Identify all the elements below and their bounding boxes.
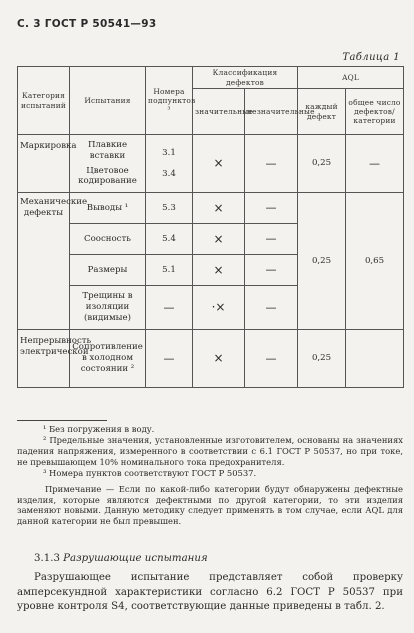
cell-marking-clauses — [146, 135, 193, 193]
cell-coaxial-test: Соосность — [70, 224, 146, 255]
header-clause: Номера подпунктов ³ — [146, 67, 193, 135]
cell-continuity-significant: × — [193, 330, 245, 388]
cell-continuity-clause: — — [146, 330, 193, 388]
header-total: общее число дефектов/ категории — [346, 89, 404, 135]
cell-continuity-aql-total — [346, 330, 404, 388]
header-significant: значительные — [193, 89, 245, 135]
footnotes — [17, 420, 403, 527]
cell-cracks-significant: ·× — [193, 286, 245, 330]
cell-dimensions-minor: — — [245, 255, 298, 286]
cell-mech-category: Механические дефекты — [18, 193, 70, 330]
cell-cracks-clause: — — [146, 286, 193, 330]
cell-coaxial-clause: 5.4 — [146, 224, 193, 255]
cell-continuity-minor: — — [245, 330, 298, 388]
cell-terminals-minor: — — [245, 193, 298, 224]
cell-marking-minor: — — [245, 135, 298, 193]
section-text: Разрушающее испытание представляет собой проверку амперсекундной характеристики согласно 6.2 ГОСТ Р 50537 при уровне контроля S4, соответствующие данные приведены в табл. 2. — [17, 571, 403, 613]
cell-dimensions-significant: × — [193, 255, 245, 286]
header-aql: AQL — [298, 67, 404, 89]
footnote-2: ² Предельные значения, установленные изготовителем, основаны на значениях падения напряжения, измеренного в соответствии с 6.1 ГОСТ Р 50537, но при токе, не превышающем 10% номинального тока предохранителя. — [17, 434, 403, 467]
footnote-3: ³ Номера пунктов соответствуют ГОСТ Р 50537. — [43, 467, 257, 478]
header-category: Категория испытаний — [18, 67, 70, 135]
cell-marking-tests — [70, 135, 146, 193]
cell-marking-test-2: Цветовое кодирование — [78, 165, 137, 187]
test-table — [17, 66, 404, 388]
table-caption: Таблица 1 — [342, 52, 400, 63]
cell-continuity-category: Непрерывность электрической — [18, 330, 70, 388]
table-row-continuity — [18, 330, 404, 388]
footnote-1: ¹ Без погружения в воду. — [43, 424, 155, 434]
section-title: Разрушающие испытания — [63, 553, 208, 564]
page-header: С. 3 ГОСТ Р 50541—93 — [17, 18, 157, 30]
cell-mech-aql-each: 0,25 — [298, 193, 346, 330]
cell-dimensions-test: Размеры — [70, 255, 146, 286]
section-heading — [34, 552, 403, 567]
cell-continuity-test: Сопротивление в холодном состоянии ² — [70, 330, 146, 388]
table-header-row-1 — [18, 67, 404, 89]
table-row-marking — [18, 135, 404, 193]
section-3-1-3 — [17, 552, 403, 615]
footnote-rule — [17, 420, 107, 421]
cell-terminals-test: Выводы ¹ — [70, 193, 146, 224]
cell-marking-aql-each: 0,25 — [298, 135, 346, 193]
cell-coaxial-minor: — — [245, 224, 298, 255]
header-minor: незначительные — [245, 89, 298, 135]
header-per-defect: каждый дефект — [298, 89, 346, 135]
cell-cracks-test: Трещины в изоляции (видимые) — [70, 286, 146, 330]
cell-cracks-minor: — — [245, 286, 298, 330]
cell-mech-aql-total: 0,65 — [346, 193, 404, 330]
cell-marking-significant: × — [193, 135, 245, 193]
cell-marking-aql-total: — — [346, 135, 404, 193]
cell-terminals-clause: 5.3 — [146, 193, 193, 224]
section-number: 3.1.3 — [34, 553, 60, 564]
cell-marking-clause-1: 3.1 — [162, 147, 176, 158]
cell-marking-test-1: Плавкие вставки — [87, 140, 128, 161]
cell-continuity-aql-each: 0,25 — [298, 330, 346, 388]
table-row-terminals — [18, 193, 404, 224]
cell-coaxial-significant: × — [193, 224, 245, 255]
header-defect-class: Классификация дефектов — [193, 67, 298, 89]
cell-terminals-significant: × — [193, 193, 245, 224]
header-test: Испытания — [70, 67, 146, 135]
cell-marking-clause-2: 3.4 — [162, 168, 176, 179]
cell-marking-category: Маркировка — [18, 135, 70, 193]
cell-dimensions-clause: 5.1 — [146, 255, 193, 286]
table-note: Примечание — Если по какой-либо категории будут обнаружены дефектные изделия, которые являются дефектными по другой категории, то эти изделия заменяют новыми. Данную методику следует применять в том случае, если AQL для данной категории не был превышен. — [17, 483, 403, 527]
